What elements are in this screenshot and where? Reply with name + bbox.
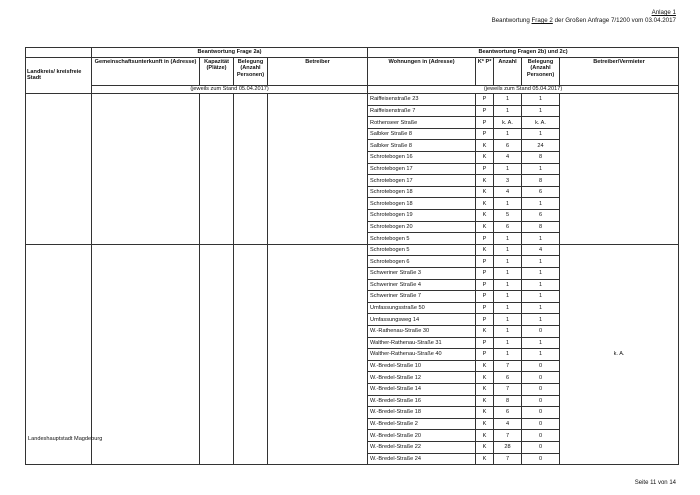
group1-unterkunft-cell: [92, 94, 200, 245]
col-betreiber: Betreiber: [268, 57, 368, 85]
address-cell: Schrotebogen 18: [368, 186, 476, 198]
address-cell: W.-Bredel-Straße 20: [368, 430, 476, 442]
address-cell: Salbker Straße 8: [368, 128, 476, 140]
question-link[interactable]: Frage 2: [531, 17, 553, 24]
group2-unterkunft-cell: [92, 244, 200, 464]
col-unterkunft: Gemeinschaftsunterkunft in (Adresse): [92, 57, 200, 85]
address-cell: W.-Rathenau-Straße 30: [368, 325, 476, 337]
group2-kapazitaet-cell: [200, 244, 234, 464]
address-cell: Schrotebogen 19: [368, 210, 476, 222]
group1-belegung-a-cell: [234, 94, 268, 245]
count-cell: 4: [494, 418, 522, 430]
group2-betreiber-cell: [268, 244, 368, 464]
count-cell: 1: [494, 302, 522, 314]
count-cell: 1: [494, 244, 522, 256]
kp-cell: P: [476, 256, 494, 268]
count-cell: 6: [494, 221, 522, 233]
group1-landkreis-cell: [26, 94, 92, 245]
count-cell: 7: [494, 360, 522, 372]
table-row: [26, 94, 679, 106]
group-header-2bc: Beantwortung Fragen 2b) und 2c): [368, 48, 679, 58]
group2-belegung-a-cell: [234, 244, 268, 464]
count-cell: 5: [494, 210, 522, 222]
occupancy-cell: 1: [522, 349, 560, 361]
occupancy-cell: 0: [522, 441, 560, 453]
count-cell: 1: [494, 349, 522, 361]
occupancy-cell: 0: [522, 372, 560, 384]
address-cell: Rothenseer Straße: [368, 117, 476, 129]
address-cell: W.-Bredel-Straße 22: [368, 441, 476, 453]
address-cell: Raiffeisenstraße 23: [368, 94, 476, 106]
kp-cell: P: [476, 291, 494, 303]
occupancy-cell: 1: [522, 279, 560, 291]
count-cell: k. A.: [494, 117, 522, 129]
attachment-label: Anlage 1: [651, 9, 676, 16]
count-cell: 7: [494, 383, 522, 395]
address-cell: Umfassungsstraße 50: [368, 302, 476, 314]
count-cell: 1: [494, 314, 522, 326]
occupancy-cell: 0: [522, 325, 560, 337]
address-cell: Schrotebogen 17: [368, 163, 476, 175]
count-cell: 1: [494, 268, 522, 280]
col-belegung-b: Belegung (Anzahl Personen): [522, 57, 560, 85]
answer-table: [25, 47, 679, 465]
col-vermieter: Betreiber/Vermieter: [560, 57, 679, 85]
occupancy-cell: 8: [522, 175, 560, 187]
stand-left: (jeweils zum Stand 05.04.2017): [92, 85, 368, 94]
count-cell: 6: [494, 140, 522, 152]
group-header-2a: Beantwortung Frage 2a): [92, 48, 368, 58]
kp-cell: P: [476, 268, 494, 280]
kp-cell: K: [476, 441, 494, 453]
address-cell: Schrotebogen 5: [368, 244, 476, 256]
kp-cell: P: [476, 117, 494, 129]
count-cell: 1: [494, 337, 522, 349]
kp-cell: K: [476, 325, 494, 337]
kp-cell: K: [476, 140, 494, 152]
count-cell: 4: [494, 152, 522, 164]
count-cell: 1: [494, 94, 522, 106]
occupancy-cell: 0: [522, 453, 560, 465]
count-cell: 1: [494, 279, 522, 291]
occupancy-cell: 4: [522, 244, 560, 256]
address-cell: W.-Bredel-Straße 18: [368, 407, 476, 419]
count-cell: 1: [494, 291, 522, 303]
kp-cell: K: [476, 210, 494, 222]
address-cell: W.-Bredel-Straße 12: [368, 372, 476, 384]
document-header: [492, 9, 676, 25]
occupancy-cell: 1: [522, 233, 560, 245]
corner-cell: [26, 48, 92, 58]
address-cell: Schrotebogen 18: [368, 198, 476, 210]
group2-vermieter-cell: k. A.: [560, 244, 679, 464]
col-kp: K* P*: [476, 57, 494, 85]
kp-cell: K: [476, 186, 494, 198]
col-kapazitaet: Kapazität (Plätze): [200, 57, 234, 85]
address-cell: Schrotebogen 17: [368, 175, 476, 187]
kp-cell: K: [476, 175, 494, 187]
kp-cell: K: [476, 383, 494, 395]
kp-cell: P: [476, 233, 494, 245]
occupancy-cell: 1: [522, 291, 560, 303]
occupancy-cell: 1: [522, 94, 560, 106]
kp-cell: K: [476, 152, 494, 164]
count-cell: 1: [494, 233, 522, 245]
address-cell: W.-Bredel-Straße 10: [368, 360, 476, 372]
address-cell: Schrotebogen 16: [368, 152, 476, 164]
kp-cell: K: [476, 221, 494, 233]
table-row: [26, 244, 679, 256]
occupancy-cell: 0: [522, 430, 560, 442]
kp-cell: K: [476, 360, 494, 372]
kp-cell: K: [476, 453, 494, 465]
occupancy-cell: 1: [522, 105, 560, 117]
kp-cell: P: [476, 163, 494, 175]
col-anzahl: Anzahl: [494, 57, 522, 85]
address-cell: W.-Bredel-Straße 14: [368, 383, 476, 395]
kp-cell: P: [476, 302, 494, 314]
kp-cell: K: [476, 430, 494, 442]
page-number: Seite 11 von 14: [634, 480, 676, 486]
stand-right: (jeweils zum Stand 05.04.2017): [368, 85, 679, 94]
occupancy-cell: 0: [522, 418, 560, 430]
kp-cell: K: [476, 372, 494, 384]
group-1-rows: [26, 94, 679, 245]
occupancy-cell: 6: [522, 210, 560, 222]
occupancy-cell: 8: [522, 152, 560, 164]
address-cell: Walther-Rathenau-Straße 40: [368, 349, 476, 361]
group1-kapazitaet-cell: [200, 94, 234, 245]
count-cell: 1: [494, 256, 522, 268]
address-cell: Schweriner Straße 7: [368, 291, 476, 303]
kp-cell: K: [476, 418, 494, 430]
count-cell: 1: [494, 128, 522, 140]
header-subtitle: Beantwortung Frage 2 der Großen Anfrage 7/1200 vom 03.04.2017: [491, 17, 676, 24]
count-cell: 4: [494, 186, 522, 198]
count-cell: 7: [494, 430, 522, 442]
address-cell: W.-Bredel-Straße 2: [368, 418, 476, 430]
group1-vermieter-cell: [560, 94, 679, 245]
occupancy-cell: 0: [522, 383, 560, 395]
occupancy-cell: 1: [522, 302, 560, 314]
kp-cell: P: [476, 94, 494, 106]
address-cell: Umfassungsweg 14: [368, 314, 476, 326]
count-cell: 1: [494, 163, 522, 175]
count-cell: 1: [494, 325, 522, 337]
group1-betreiber-cell: [268, 94, 368, 245]
col-belegung-a: Belegung (Anzahl Personen): [234, 57, 268, 85]
count-cell: 6: [494, 407, 522, 419]
count-cell: 7: [494, 453, 522, 465]
col-landkreis: Landkreis/ kreisfreie Stadt: [26, 57, 92, 94]
kp-cell: P: [476, 128, 494, 140]
occupancy-cell: 0: [522, 407, 560, 419]
kp-cell: P: [476, 279, 494, 291]
occupancy-cell: 1: [522, 198, 560, 210]
address-cell: W.-Bredel-Straße 16: [368, 395, 476, 407]
occupancy-cell: 0: [522, 360, 560, 372]
occupancy-cell: 0: [522, 395, 560, 407]
kp-cell: P: [476, 337, 494, 349]
kp-cell: K: [476, 244, 494, 256]
occupancy-cell: 1: [522, 337, 560, 349]
address-cell: Salbker Straße 8: [368, 140, 476, 152]
kp-cell: K: [476, 395, 494, 407]
occupancy-cell: 1: [522, 163, 560, 175]
address-cell: W.-Bredel-Straße 24: [368, 453, 476, 465]
address-cell: Walther-Rathenau-Straße 31: [368, 337, 476, 349]
address-cell: Schweriner Straße 3: [368, 268, 476, 280]
count-cell: 1: [494, 198, 522, 210]
kp-cell: P: [476, 105, 494, 117]
occupancy-cell: 1: [522, 256, 560, 268]
occupancy-cell: k. A.: [522, 117, 560, 129]
occupancy-cell: 24: [522, 140, 560, 152]
occupancy-cell: 6: [522, 186, 560, 198]
col-wohnungen: Wohnungen in (Adresse): [368, 57, 476, 85]
address-cell: Raiffeisenstraße 7: [368, 105, 476, 117]
count-cell: 1: [494, 105, 522, 117]
group-2-rows: [26, 244, 679, 464]
occupancy-cell: 8: [522, 221, 560, 233]
count-cell: 6: [494, 372, 522, 384]
kp-cell: K: [476, 407, 494, 419]
address-cell: Schrotebogen 20: [368, 221, 476, 233]
kp-cell: P: [476, 314, 494, 326]
occupancy-cell: 1: [522, 268, 560, 280]
address-cell: Schrotebogen 5: [368, 233, 476, 245]
kp-cell: P: [476, 349, 494, 361]
address-cell: Schrotebogen 6: [368, 256, 476, 268]
group2-landkreis-cell: Landeshauptstadt Magdeburg: [26, 244, 92, 464]
occupancy-cell: 1: [522, 128, 560, 140]
address-cell: Schweriner Straße 4: [368, 279, 476, 291]
kp-cell: K: [476, 198, 494, 210]
count-cell: 8: [494, 395, 522, 407]
count-cell: 3: [494, 175, 522, 187]
occupancy-cell: 1: [522, 314, 560, 326]
count-cell: 28: [494, 441, 522, 453]
